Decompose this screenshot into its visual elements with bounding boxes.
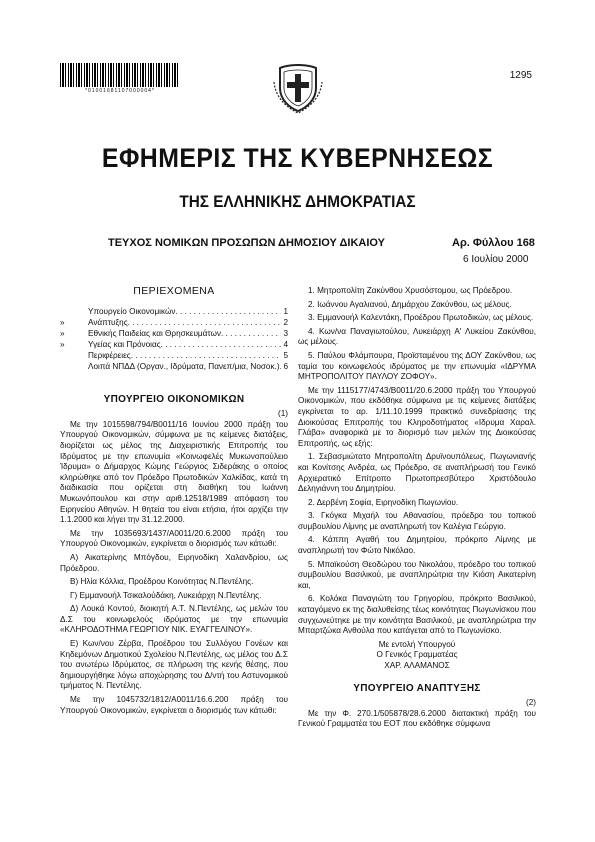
barcode bbox=[60, 63, 180, 87]
signature-name: ΧΑΡ. ΑΛΑΜΑΝΟΣ bbox=[384, 661, 450, 670]
issue-date: 6 Ιουλίου 2000 bbox=[463, 254, 529, 265]
toc-row: Λοιπά ΝΠΔΔ (Οργαν., Ιδρύματα, Πανεπ/μια, Νοσοκ.) . . . 6 bbox=[60, 362, 288, 373]
greek-coat-of-arms-icon bbox=[272, 62, 324, 114]
paragraph: 1. Μητροπολίτη Ζακύνθου Χρυσόστομου, ως Πρόεδρου. bbox=[308, 286, 513, 295]
gazette-title: ΕΦΗΜΕΡΙΣ ΤΗΣ ΚΥΒΕΡΝΗΣΕΩΣ bbox=[101, 143, 494, 173]
toc-row: » Εθνικής Παιδείας και Θρησκευμάτων . . . 3 bbox=[60, 329, 288, 340]
paragraph: Με την Φ. 270.1/505878/28.6.2000 διατακτική πράξη του Γενικού Γραμματέα του ΕΟΤ που εκδόθηκε σύμφωνα bbox=[298, 708, 536, 729]
issue-number: Αρ. Φύλλου 168 bbox=[452, 237, 535, 249]
decision-number: (2) bbox=[525, 698, 536, 708]
paragraph: 5. Μπαϊκούση Θεοδώρου του Νικολάου, πρόεδρο του τοπικού συμβουλίου Βασιλικού, με αναπληρώτρια την Κιόση Αικατερίνη και, bbox=[298, 559, 536, 590]
page-number: 1295 bbox=[509, 70, 532, 81]
decision-number: (1) bbox=[277, 409, 288, 419]
paragraph: 2. Ιωάννου Αγαλιανού, Δημάρχου Ζακύνθου, ως μέλους. bbox=[308, 299, 512, 309]
section-heading-finance: ΥΠΟΥΡΓΕΙΟ ΟΙΚΟΝΟΜΙΚΩΝ bbox=[103, 393, 245, 405]
right-column bbox=[298, 286, 536, 733]
toc-heading: ΠΕΡΙΕΧΟΜΕΝΑ bbox=[133, 285, 215, 297]
paragraph: Με την 1045732/1812/Α0011/16.6.200 πράξη του Υπουργού Οικονομικών, εγκρίνεται ο διορισμός των κάτωθι: bbox=[60, 695, 288, 715]
paragraph: 3. Εμμανουήλ Καλεντάκη, Προέδρου Πρωτοδικών, ως μέλους. bbox=[308, 313, 534, 323]
paragraph: Με την 1035693/1437/Α0011/20.6.2000 πράξη του Υπουργού Οικονομικών, εγκρίνεται ο διορισμός των κάτωθι: bbox=[60, 528, 288, 549]
paragraph: 2. Δερβένη Σοφία, Ειρηνοδίκη Πωγωνίου. bbox=[308, 497, 459, 507]
paragraph: 3. Γκόγκα Μιχαήλ του Αθανασίου, πρόεδρο του τοπικού συμβουλίου Λίμνης με αναπληρωτή τον Καλέγια Γεώργιο. bbox=[298, 511, 536, 531]
signature-order: Με εντολή Υπουργού bbox=[378, 639, 456, 649]
paragraph: Με την 1015598/794/Β0011/16 Ιουνίου 2000 πράξη του Υπουργού Οικονομικών, σύμφωνα με τις κείμενες διατάξεις, διορίζεται ως μέλος της Διαχειριστικής Επιτροπής του Ιδρύματος με την επωνυμία «Κοινωφελές Μυκωνοπούλειο Ίδρυμα» ο Δήμαρχος Κώμης Γεώργιος Σιδεράκης ο οποίος κληρώθηκε από τον Πρόεδρο Πρωτοδικών Χαλκίδας, κατά τη διαδικασία που ορίζεται στη διαθήκη του Ιωάννη Μυκωνόπουλου και στην αριθ.12518/1989 απόφαση του Ειρηνείου Αθηνών. Η θητεία του είναι ετήσια, ήτοι αρχίζει την 1.1.2000 και λήγει την 31.12.2000. bbox=[60, 419, 288, 525]
paragraph: Ε) Κων/νου Ζέρβα, Προέδρου του Συλλόγου Γονέων και Κηδεμόνων Δημοτικού Σχολείου Ν.Πεντέλης, ως μέλος του Δ.Σ του ανωτέρω Ιδρύματος, σε πλήρωση της κενής θέσης, που δημιουργήθηκε λόγω αποχώρησης του Δ/ντή του Αστυνομικού τμήματος Ν. Πεντέλης. bbox=[60, 639, 288, 691]
barcode-number: *01001681107000004* bbox=[85, 88, 155, 94]
left-column bbox=[60, 286, 288, 719]
paragraph: 1. Σεβασμιώτατο Μητροπολίτη Δρυϊνουπόλεως, Πωγωνιανής και Κονίτσης Ανδρέα, ως Πρόεδρο, σε αναπλήρωσή του Γενικό Αρχιερατικό Επίτροπο Πρωτοπρεσβύτερο Χριστόδουλο Δεληγιάννη του Δημητρίου. bbox=[298, 452, 536, 494]
toc-row: Περιφέρειες . . . 5 bbox=[60, 351, 288, 362]
paragraph: Α) Αικατερίνης Μπόγδου, Ειρηνοδίκη Χαλανδρίου, ως Πρόεδρου. bbox=[60, 552, 288, 573]
toc-row: » Υγείας και Πρόνοιας . . . 4 bbox=[60, 340, 288, 351]
gazette-subtitle: ΤΗΣ ΕΛΛΗΝΙΚΗΣ ΔΗΜΟΚΡΑΤΙΑΣ bbox=[179, 192, 416, 211]
paragraph: Γ) Εμμανουήλ Τσικαλούδάκη, Λυκειάρχη Ν.Πεντέλης. bbox=[70, 590, 262, 600]
toc-row: » Ανάπτυξης . . . 2 bbox=[60, 318, 288, 329]
paragraph: 4. Κων/να Παναγιωτούλου, Λυκειάρχη Α' Λυκείου Ζακύνθου, ως μέλους. bbox=[298, 326, 536, 347]
paragraph: Β) Ηλία Κόλλια, Προέδρου Κοινότητας Ν.Πεντέλης. bbox=[70, 577, 254, 587]
paragraph: Δ) Λουκά Κοντού, διοικητή Α.Τ. Ν.Πεντέλης, ως μελών του Δ.Σ του κοινωφελούς ιδρύματος με την επωνυμία «ΚΛΗΡΟΔΟΤΗΜΑ ΓΕΩΡΓΙΟΥ ΝΙΚ. ΕΥΑΓΓΕΛΙΝΟΥ». bbox=[60, 604, 288, 635]
toc-row: Υπουργείο Οικονομικών . . . 1 bbox=[60, 307, 288, 318]
paragraph: Με την 1115177/4743/Β0011/20.6.2000 πράξη του Υπουργού Οικονομικών, που εκδόθηκε σύμφωνα με τις κείμενες διατάξεις εγκρίνεται το αρ. 1/11.10.1999 πρακτικό συνεδρίασης της Διοικούσας Επιτροπής του Κληροδοτήματος «Ιδρυμα Χαραλ. Γλάβα» αναφορικά με το διορισμό των μελών της Διοικούσας Επιτροπής, ως εξής: bbox=[298, 385, 536, 448]
paragraph: 4. Κάππη Αγαθή του Δημητρίου, πρόκριτο Λίμνης με αναπληρωτή τον Φώτο Νικόλαο. bbox=[298, 535, 536, 556]
table-of-contents bbox=[60, 307, 288, 373]
series-label: ΤΕΥΧΟΣ ΝΟΜΙΚΩΝ ΠΡΟΣΩΠΩΝ ΔΗΜΟΣΙΟΥ ΔΙΚΑΙΟΥ bbox=[108, 237, 385, 249]
section-heading-development: ΥΠΟΥΡΓΕΙΟ ΑΝΑΠΤΥΞΗΣ bbox=[353, 682, 481, 694]
paragraph: 5. Παύλου Φλάμπουρα, Προϊσταμένου της ΔΟΥ Ζακύνθου, ως ταμία του κοινωφελούς ιδρύματος με την επωνυμία «ΙΔΡΥΜΑ ΜΗΤΡΟΠΟΛΙΤΟΥ ΠΑΥΛΟΥ ΖΟΦΟΥ». bbox=[298, 350, 536, 382]
paragraph: 6. Κολόκα Παναγιώτη του Γρηγορίου, πρόκριτο Βασιλικού, καταγόμενο εκ της διαλυθείσης τέως κοινότητας Πωγωνίσκου που συγχωνεύτηκε με την κοινότητα Βασιλικού, με αναπληρώτρια την Μπαρτζώκα Ανθούλα που κατάγεται από το Πωγωνίσκο. bbox=[298, 594, 536, 636]
signature-role: Ο Γενικός Γραμματέας bbox=[376, 650, 458, 660]
